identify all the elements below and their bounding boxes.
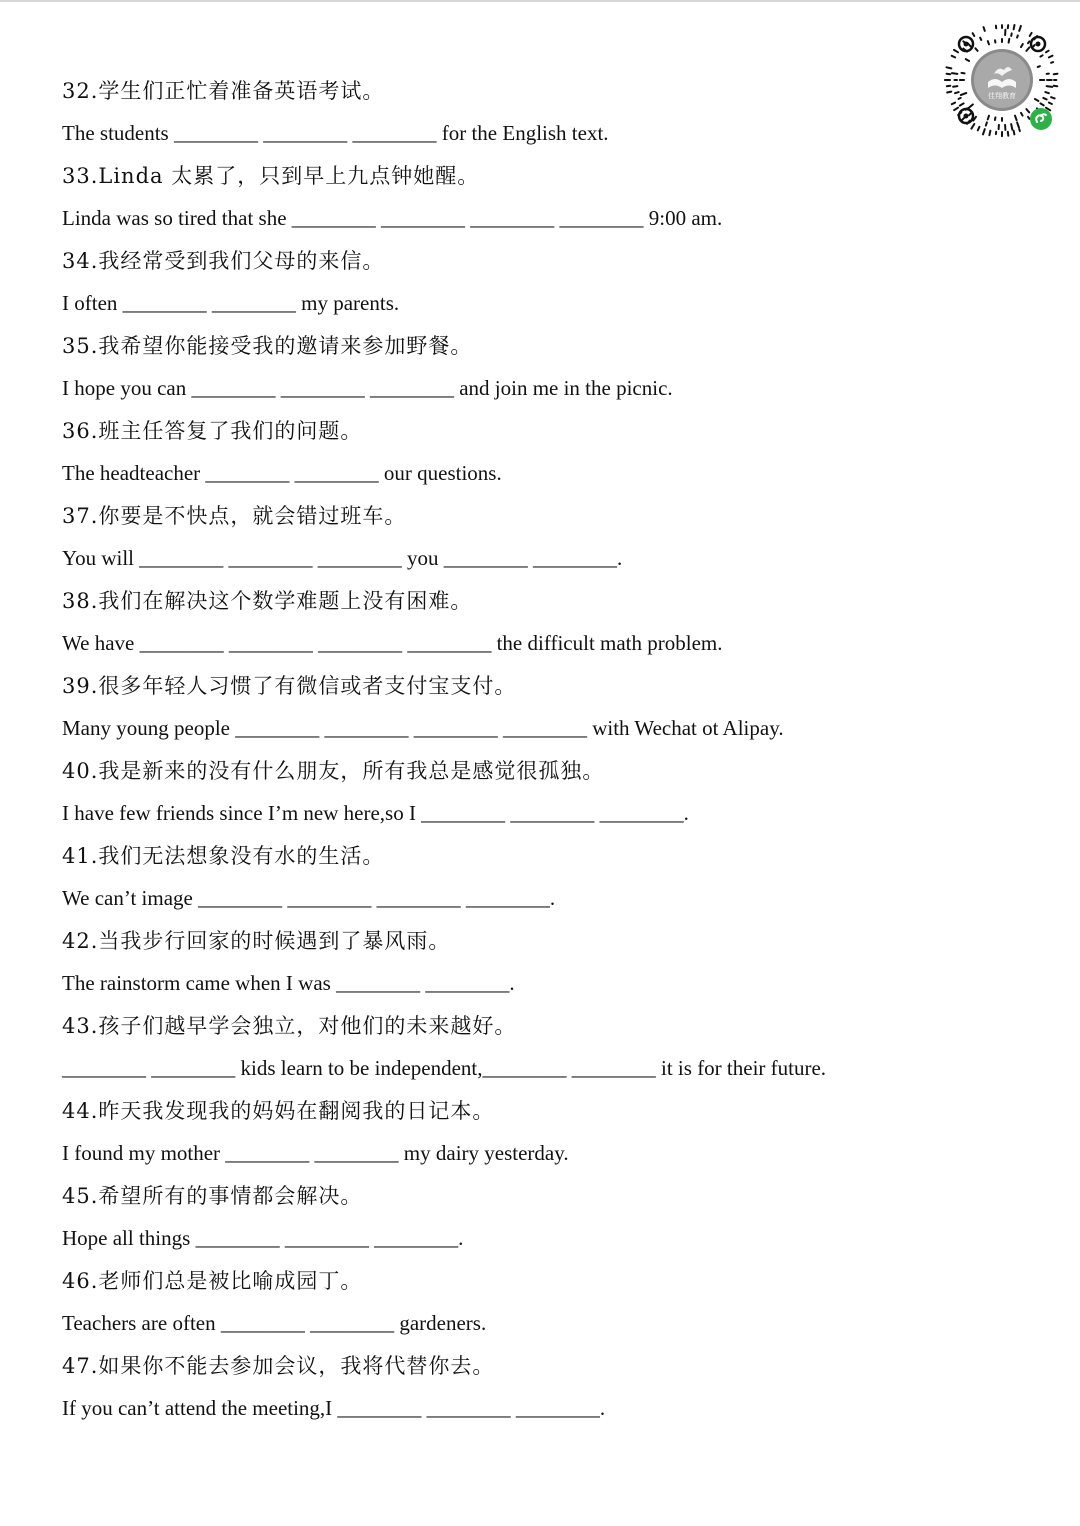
worksheet-content [62,70,962,1430]
qr-code-graphic [940,18,1064,142]
qr-ray [966,59,969,61]
qr-ray [1040,55,1042,56]
question-english: I hope you can ________ ________ ________ and join me in the picnic. [62,376,673,400]
question-english: Hope all things ________ ________ ________. [62,1226,464,1250]
question-47 [62,1345,962,1430]
mini-program-qr-code[interactable] [940,18,1064,142]
qr-ray [954,108,958,110]
question-english: The students ________ ________ ________ for the English text. [62,121,609,145]
question-english: The headteacher ________ ________ our questions. [62,461,502,485]
question-english: Teachers are often ________ ________ gardeners. [62,1311,487,1335]
qr-ray [959,98,961,99]
question-english: If you can’t attend the meeting,I ________ ________ ________. [62,1396,606,1420]
qr-ray [988,116,989,120]
question-chinese: 35.我希望你能接受我的邀请来参加野餐。 [62,334,473,358]
question-chinese: 36.班主任答复了我们的问题。 [62,419,363,443]
question-37 [62,495,962,580]
qr-ray [1021,44,1023,47]
question-chinese: 47.如果你不能去参加会议，我将代替你去。 [62,1354,495,1378]
question-35 [62,325,962,410]
top-border-line [0,0,1080,2]
qr-ray [1054,74,1058,75]
qr-ray [1021,113,1023,116]
question-chinese: 39.很多年轻人习惯了有微信或者支付宝支付。 [62,674,517,698]
question-34 [62,240,962,325]
question-english: Many young people ________ ________ ________ ________ with Wechat ot Alipay. [62,716,784,740]
qr-ray [952,103,955,105]
qr-ray [1014,131,1015,135]
qr-logo-text: 佳翔教育 [988,92,1016,100]
question-english: ________ ________ kids learn to be independent,________ ________ it is for their future. [62,1056,827,1080]
qr-ray [962,73,965,74]
question-33 [62,155,962,240]
qr-ray [953,86,957,87]
question-english: I found my mother ________ ________ my dairy yesterday. [62,1141,569,1165]
qr-ray [955,92,959,93]
qr-ray [986,122,987,125]
question-chinese: 44.昨天我发现我的妈妈在翻阅我的日记本。 [62,1099,495,1123]
qr-ray [975,48,977,51]
qr-ray [1008,132,1009,136]
wechat-mini-program-icon [1030,108,1052,130]
qr-ray [1019,26,1021,31]
question-english: We have ________ ________ ________ ________ the difficult math problem. [62,631,723,655]
qr-ray [983,129,985,134]
question-english: We can’t image ________ ________ ________ ________. [62,886,556,910]
qr-ray [1019,129,1020,131]
qr-ray [1017,122,1019,127]
question-chinese: 45.希望所有的事情都会解决。 [62,1184,363,1208]
qr-ray [971,124,974,129]
qr-ray [989,131,990,136]
question-32 [62,70,962,155]
qr-ray [984,27,985,31]
qr-ray [969,113,971,115]
qr-ray [947,67,952,68]
qr-ray [1038,66,1040,67]
qr-ray [1026,109,1029,112]
question-36 [62,410,962,495]
qr-ray [973,33,975,36]
qr-ray [952,56,955,58]
qr-ray [988,41,989,44]
qr-ray [947,92,951,93]
qr-ray [954,50,958,52]
qr-ray [1014,25,1015,29]
qr-ray [1049,56,1053,58]
question-chinese: 41.我们无法想象没有水的生活。 [62,844,385,868]
question-chinese: 32.学生们正忙着准备英语考试。 [62,79,385,103]
question-chinese: 38.我们在解决这个数学难题上没有困难。 [62,589,473,613]
qr-ray [1051,62,1053,63]
qr-ray [1051,97,1055,98]
qr-ray [1026,47,1029,51]
question-chinese: 42.当我步行回家的时候遇到了暴风雨。 [62,929,451,953]
qr-ray [1028,41,1029,43]
question-english: You will ________ ________ ________ you ________ ________. [62,546,623,570]
question-39 [62,665,962,750]
question-english: I often ________ ________ my parents. [62,291,400,315]
qr-ray [1040,103,1043,105]
qr-ray [1030,33,1032,36]
qr-ray [1046,51,1049,53]
qr-ray [1011,33,1012,36]
question-41 [62,835,962,920]
question-44 [62,1090,962,1175]
question-38 [62,580,962,665]
qr-ray [978,127,980,130]
question-46 [62,1260,962,1345]
qr-ray [1028,117,1029,119]
qr-ray [1045,92,1049,93]
question-43 [62,1005,962,1090]
qr-ray [995,117,996,120]
qr-ray [1017,36,1018,38]
qr-ray [1035,99,1039,101]
question-45 [62,1175,962,1260]
question-chinese: 37.你要是不快点，就会错过班车。 [62,504,407,528]
question-chinese: 34.我经常受到我们父母的来信。 [62,249,385,273]
question-english: Linda was so tired that she ________ ________ ________ ________ 9:00 am. [62,206,723,230]
question-42 [62,920,962,1005]
qr-ray [968,104,973,108]
question-chinese: 33.Linda 太累了，只到早上九点钟她醒。 [62,164,480,188]
qr-ray [1015,116,1017,120]
qr-ray [961,93,967,95]
qr-ray [952,73,958,74]
question-chinese: 46.老师们总是被比喻成园丁。 [62,1269,363,1293]
question-chinese: 40.我是新来的没有什么朋友，所有我总是感觉很孤独。 [62,759,605,783]
question-english: The rainstorm came when I was ________ ________. [62,971,515,995]
qr-ray [1049,103,1052,104]
question-40 [62,750,962,835]
question-chinese: 43.孩子们越早学会独立，对他们的未来越好。 [62,1014,517,1038]
qr-ray [1009,39,1010,43]
qr-ray [1047,86,1053,87]
qr-ray [1011,124,1012,130]
qr-ray [1033,45,1035,47]
qr-ray [980,38,981,40]
qr-ray [1043,98,1046,100]
qr-ray [960,103,964,105]
question-english: I have few friends since I’m new here,so I ________ ________ ________. [62,801,689,825]
